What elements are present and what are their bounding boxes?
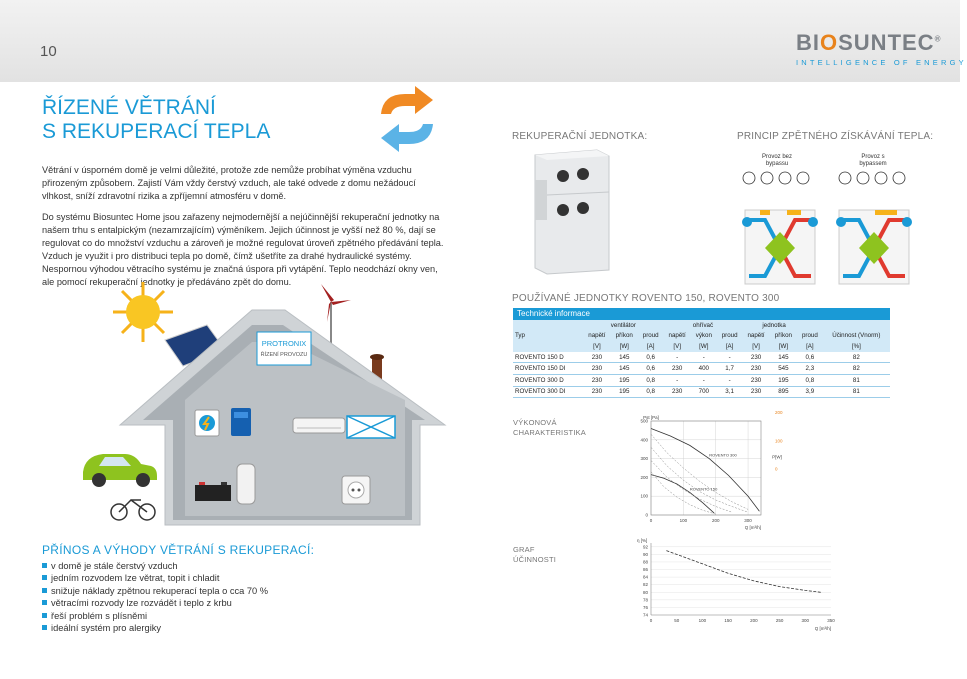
table-cell: 145 — [611, 363, 638, 375]
table-cell: 230 — [583, 374, 610, 386]
x-tick-label: 50 — [674, 618, 680, 623]
table-cell: 145 — [770, 352, 797, 363]
x-tick-label: 300 — [801, 618, 810, 623]
logo-prefix: BI — [796, 30, 820, 55]
table-unit: [W] — [691, 341, 717, 352]
col-type-header: Typ — [513, 320, 583, 352]
table-group-row — [513, 320, 890, 331]
title-line-1: ŘÍZENÉ VĚTRÁNÍ — [42, 96, 216, 119]
table-cell: - — [691, 352, 717, 363]
logo-registered-mark: ® — [934, 34, 942, 44]
benefits-list — [42, 560, 268, 634]
x-axis-label: Q [m³/h] — [744, 525, 761, 530]
table-cell: 82 — [823, 352, 890, 363]
x-tick-label: 0 — [649, 618, 653, 623]
table-cell: 82 — [823, 363, 890, 375]
title-line-2: S REKUPERACÍ TEPLA — [42, 120, 271, 143]
y-tick-label: 300 — [640, 456, 648, 462]
table-subheader: proud — [797, 331, 823, 342]
list-item: snižuje náklady zpětnou rekuperací tepla o cca 70 % — [42, 585, 268, 597]
table-unit: [V] — [583, 341, 610, 352]
page-title — [42, 96, 270, 144]
efficiency-chart — [625, 537, 845, 633]
table-cell: 0,8 — [797, 374, 823, 386]
y-axis-label: η [%] — [637, 538, 648, 543]
y-tick-label: 200 — [640, 474, 648, 480]
logo-wordmark — [796, 30, 941, 56]
group-header: ohřívač — [663, 320, 742, 331]
y-tick-label: 74 — [642, 612, 648, 618]
table-cell: 230 — [583, 363, 610, 375]
table-subheader: napětí — [663, 331, 690, 342]
table-cell: 230 — [742, 386, 769, 398]
table-cell: 230 — [583, 352, 610, 363]
battery-charger-icon — [231, 408, 251, 436]
list-item: řeší problém s plísněmi — [42, 610, 268, 622]
y-tick-label: 76 — [642, 604, 648, 610]
table-cell: 195 — [770, 374, 797, 386]
x-tick-label: 100 — [698, 618, 707, 623]
recuperation-unit-icon — [347, 416, 395, 438]
series-label: ROVENTO 150 — [689, 486, 718, 492]
y2-tick-label: 0 — [775, 466, 778, 472]
table-cell: 230 — [663, 363, 690, 375]
logo-accent: O — [820, 30, 839, 55]
air-conditioner-icon — [293, 418, 345, 433]
x-tick-label: 0 — [649, 518, 653, 523]
sun-icon — [113, 282, 173, 342]
electric-car-icon — [83, 454, 157, 487]
table-cell: 2,3 — [797, 363, 823, 375]
table-cell: 81 — [823, 386, 890, 398]
table-cell: 700 — [691, 386, 717, 398]
table-unit: [A] — [717, 341, 743, 352]
mode-1-label-2: bypassu — [765, 161, 789, 167]
y2-tick-label: 200 — [775, 410, 783, 416]
table-cell: 195 — [611, 374, 638, 386]
series-label: ROVENTO 300 — [709, 452, 737, 458]
table-cell: - — [691, 374, 717, 386]
x-tick-label: 200 — [711, 518, 720, 523]
table-cell: 230 — [742, 352, 769, 363]
logo-suffix: SUNTEC — [838, 30, 935, 55]
table-unit: [W] — [770, 341, 797, 352]
logo-tagline: INTELLIGENCE OF ENERGY — [796, 58, 967, 67]
intro-paragraph-2: Do systému Biosuntec Home jsou zařazeny nejmodernější a nejúčinnější rekuperační jednotky na našem trhu s entalpickým (nezamrzajícím) výměníkem. Jejich účinnost je vyšší než 80 %, dají se regulovat co do množství vzduchu a zároveň je možné regulovat úroveň zpětného předávání tepla. Vzduch je využit i pro distribuci tepla po domě, čímž ušetříte za drahé hydraulické systémy. Nespornou výhodou větracího systému je značná úspora při vytápění. Teplo neodchází okny ven, ale pomocí rekuperační jednotky je předáváno zpět do domu. — [42, 212, 444, 287]
perf-caption-line-2: CHARAKTERISTIKA — [513, 428, 587, 437]
table-row — [513, 374, 890, 386]
table-row-name: ROVENTO 150 D — [513, 352, 583, 363]
series-line — [651, 475, 714, 513]
table-cell: 3,1 — [717, 386, 743, 398]
group-header: jednotka — [742, 320, 890, 331]
table-subheader: příkon — [770, 331, 797, 342]
table-row — [513, 386, 890, 398]
y-tick-label: 88 — [642, 559, 648, 565]
x-axis-label: Q [m³/h] — [814, 626, 831, 631]
list-item: větracími rozvody lze rozvádět i teplo z krbu — [42, 597, 268, 609]
mode-1-diagram — [742, 210, 818, 284]
table-row — [513, 352, 890, 363]
table-cell: 230 — [742, 363, 769, 375]
mode-1-label-1: Provoz bez — [761, 154, 793, 160]
principle-heading: PRINCIP ZPĚTNÉHO ZÍSKÁVÁNÍ TEPLA: — [737, 131, 934, 142]
table-cell: 545 — [770, 363, 797, 375]
smart-house-illustration — [25, 280, 485, 540]
page-number: 10 — [40, 43, 57, 60]
table-cell: 0,6 — [638, 352, 664, 363]
table-cell: 81 — [823, 374, 890, 386]
table-row-name: ROVENTO 300 DI — [513, 386, 583, 398]
list-item: ideální systém pro alergiky — [42, 622, 268, 634]
y-tick-label: 90 — [642, 551, 648, 557]
table-cell: 0,8 — [638, 374, 664, 386]
mode-2-diagram — [836, 210, 912, 284]
efficiency-line — [666, 551, 820, 593]
y-tick-label: 78 — [642, 597, 648, 603]
x-tick-label: 200 — [750, 618, 758, 623]
table-row — [513, 363, 890, 375]
y-tick-label: 86 — [642, 567, 648, 573]
table-cell: 230 — [742, 374, 769, 386]
house-label-1: PROTRONIX — [261, 339, 307, 348]
table-subheader: příkon — [611, 331, 638, 342]
mode-icons — [743, 172, 905, 184]
series-line — [651, 434, 748, 509]
table-cell: 230 — [583, 386, 610, 398]
x-tick-label: 100 — [679, 518, 688, 523]
table-cell: - — [663, 352, 690, 363]
y-tick-label: 0 — [645, 512, 648, 518]
units-table-title: Technické informace — [513, 308, 890, 320]
table-subheader: napětí — [583, 331, 610, 342]
table-cell: - — [717, 374, 743, 386]
table-unit: [%] — [823, 341, 890, 352]
heat-recovery-scheme — [735, 150, 915, 290]
protronix-box — [257, 332, 311, 365]
water-heater-icon — [237, 464, 255, 504]
y-tick-label: 500 — [640, 418, 648, 424]
table-unit: [V] — [742, 341, 769, 352]
table-cell: 3,9 — [797, 386, 823, 398]
x-tick-label: 150 — [724, 618, 732, 623]
table-unit: [V] — [663, 341, 690, 352]
series-line — [651, 429, 759, 512]
units-table — [513, 320, 890, 398]
perf-chart-caption — [513, 418, 586, 438]
eff-caption-line-2: ÚČINNOSTI — [513, 555, 557, 564]
y2-tick-label: 100 — [775, 438, 783, 444]
table-cell: 195 — [611, 386, 638, 398]
y-tick-label: 100 — [640, 493, 648, 499]
y2-axis-label: P[W] — [772, 454, 782, 460]
table-cell: - — [717, 352, 743, 363]
y-tick-label: 80 — [642, 589, 648, 595]
inverter-icon — [195, 410, 219, 436]
list-item: v domě je stále čerstvý vzduch — [42, 560, 268, 572]
group-header: ventilátor — [583, 320, 663, 331]
y-tick-label: 82 — [642, 582, 648, 588]
table-cell: - — [663, 374, 690, 386]
eff-caption-line-1: GRAF — [513, 545, 535, 554]
y-tick-label: 84 — [642, 574, 648, 580]
house-label-2: ŘÍZENÍ PROVOZU — [260, 352, 308, 358]
x-tick-label: 300 — [744, 518, 752, 523]
table-cell: 0,6 — [797, 352, 823, 363]
x-tick-label: 350 — [827, 618, 835, 623]
table-unit: [W] — [611, 341, 638, 352]
table-subheader: napětí — [742, 331, 769, 342]
units-table-heading: POUŽÍVANÉ JEDNOTKY ROVENTO 150, ROVENTO 300 — [512, 293, 780, 304]
table-row-name: ROVENTO 150 DI — [513, 363, 583, 375]
intro-paragraph-1: Větrání v úsporném domě je velmi důležité, protože zde nemůže probíhat výměna vzduchu přirozeným způsobem. Zajistí Vám vždy čerstvý vzduch, ale také odvede z domu nežádoucí vlhkost, sníží zdravotní rizika a zpříjemní atmosféru v domě. — [42, 165, 416, 201]
y-tick-label: 92 — [642, 544, 648, 550]
table-cell: 1,7 — [717, 363, 743, 375]
table-subheader: proud — [717, 331, 743, 342]
electric-bike-icon — [111, 500, 155, 520]
table-cell: 230 — [663, 386, 690, 398]
eff-chart-caption — [513, 545, 556, 565]
power-socket-icon — [342, 476, 370, 504]
table-subheader: výkon — [691, 331, 717, 342]
y-tick-label: 400 — [640, 437, 648, 443]
benefits-heading: PŘÍNOS A VÝHODY VĚTRÁNÍ S REKUPERACÍ: — [42, 543, 315, 557]
y-axis-label: Pst [Pa] — [643, 415, 659, 420]
mode-2-label-1: Provoz s — [861, 154, 885, 160]
table-unit: [A] — [797, 341, 823, 352]
table-cell: 0,8 — [638, 386, 664, 398]
circular-arrows-icon — [377, 84, 437, 154]
performance-chart — [625, 410, 795, 531]
biosuntec-logo — [796, 30, 967, 70]
table-row-name: ROVENTO 300 D — [513, 374, 583, 386]
x-tick-label: 250 — [775, 618, 784, 623]
recuperation-unit-image — [527, 150, 613, 275]
unit-heading: REKUPERAČNÍ JEDNOTKA: — [512, 131, 648, 142]
list-item: jedním rozvodem lze větrat, topit i chladit — [42, 572, 268, 584]
perf-caption-line-1: VÝKONOVÁ — [513, 418, 557, 427]
table-unit: [A] — [638, 341, 664, 352]
table-cell: 145 — [611, 352, 638, 363]
mode-2-label-2: bypassem — [859, 161, 887, 167]
table-subheader: Účinnost (Vnorm) — [823, 331, 890, 342]
table-cell: 400 — [691, 363, 717, 375]
table-cell: 895 — [770, 386, 797, 398]
table-subheader: proud — [638, 331, 664, 342]
table-cell: 0,6 — [638, 363, 664, 375]
